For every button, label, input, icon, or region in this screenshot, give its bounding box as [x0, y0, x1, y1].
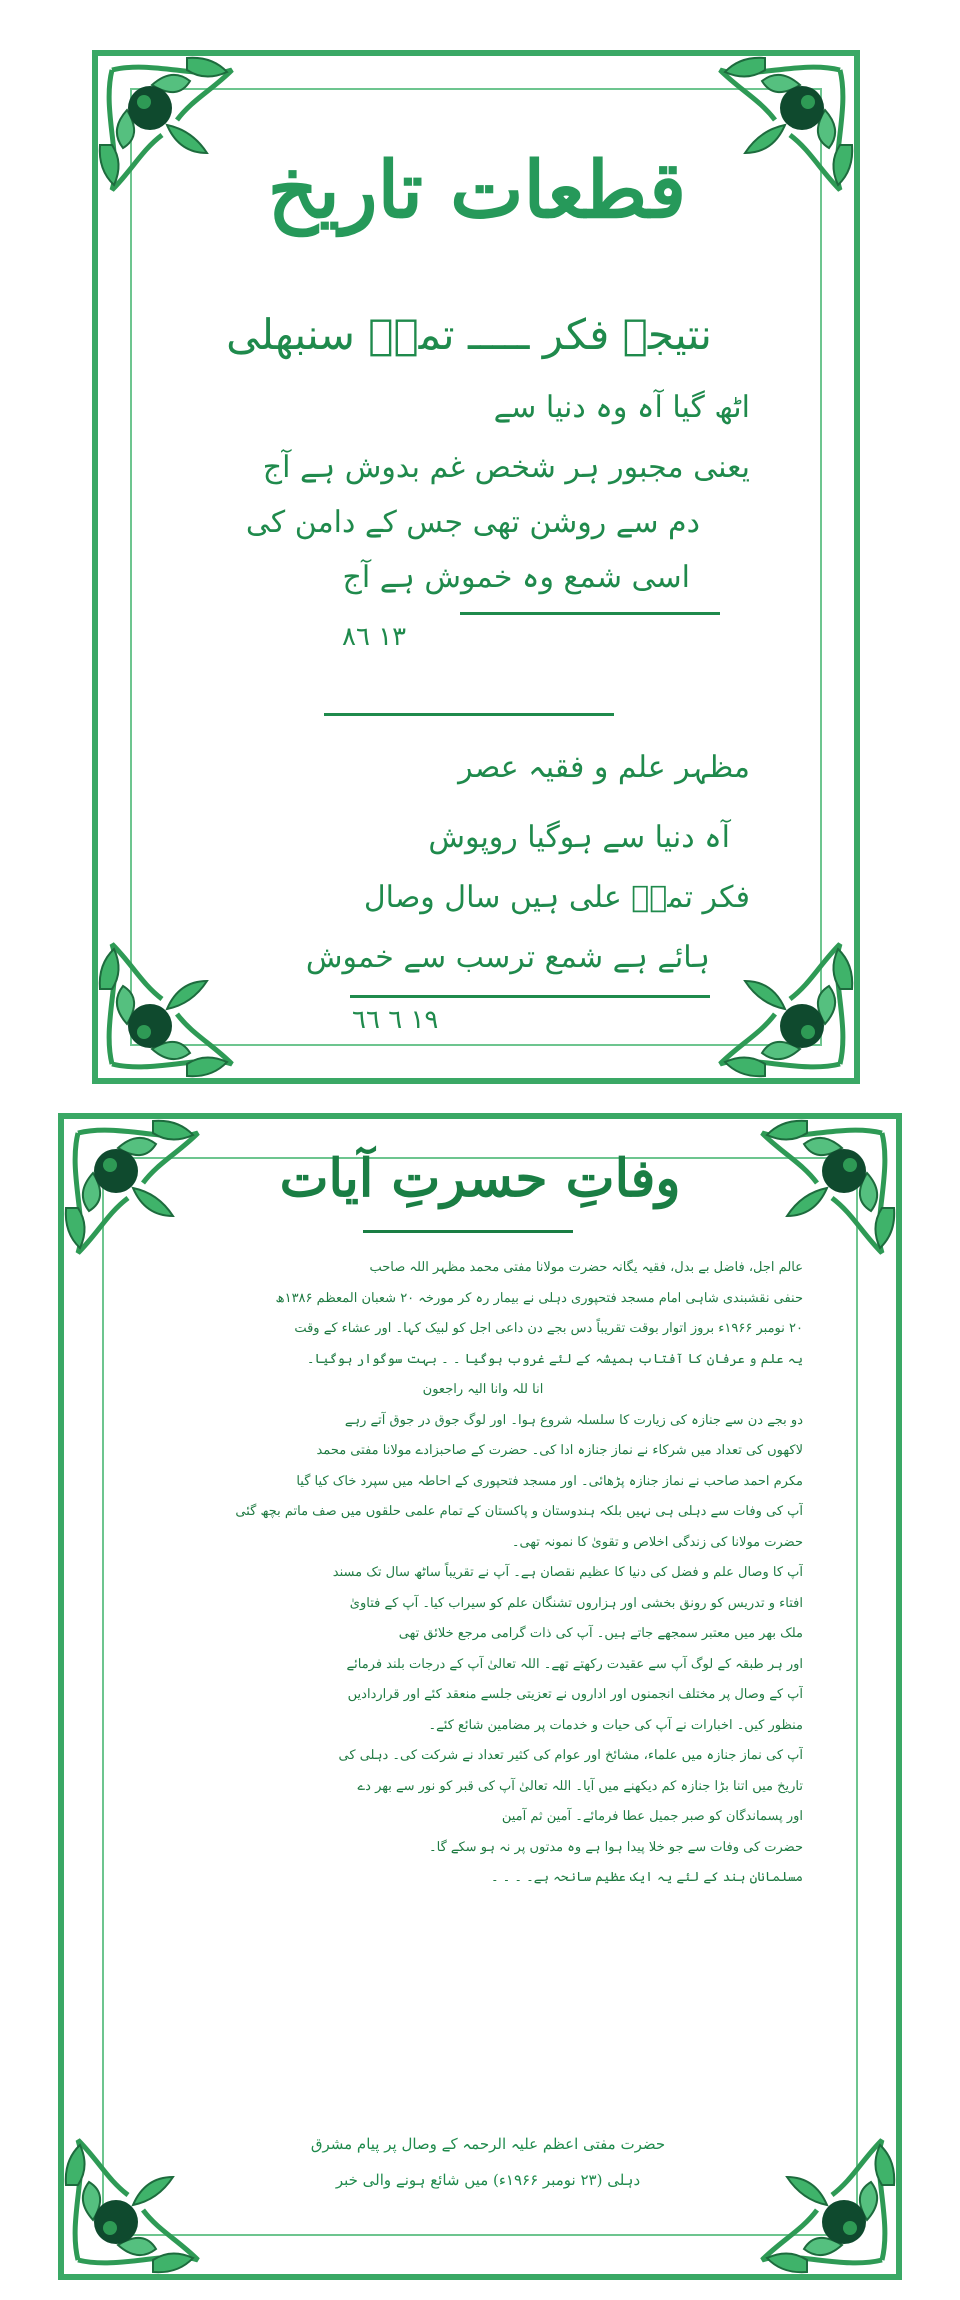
body-line: حضرت مولانا کی زندگی اخلاص و تقویٰ کا نمونہ تھی۔	[511, 1534, 803, 1550]
verse-underline	[460, 612, 720, 615]
source-note: حضرت مفتی اعظم علیہ الرحمہ کے وصال پر پیام مشرق	[310, 2135, 666, 2153]
body-line: یہ علم و عرفان کا آفتاب ہمیشہ کے لئے غروب ہوگیا ۔ ۔ بہت سوگوار ہوگیا۔	[306, 1351, 803, 1367]
verse-line: اسی شمع وہ خموش ہے آج	[342, 560, 690, 595]
verse-line: دم سے روشن تھی جس کے دامن کی	[245, 505, 700, 540]
section-divider	[324, 713, 614, 716]
body-line: مکرم احمد صاحب نے نماز جنازہ پڑھائی۔ اور مسجد فتحپوری کے احاطہ میں سپرد خاک کیا گیا	[296, 1473, 803, 1489]
verse-underline	[350, 995, 710, 998]
verse-line: فکر تمنؔ علی ہیں سال وصال	[363, 880, 750, 915]
body-line: عالم اجل، فاضل بے بدل، فقیہ یگانہ حضرت مولانا مفتی محمد مظہر اللہ صاحب	[369, 1260, 803, 1275]
body-line: آپ کی نماز جنازہ میں علماء، مشائخ اور عوام کی کثیر تعداد نے شرکت کی۔ دہلی کی	[338, 1748, 803, 1763]
body-line: دو بجے دن سے جنازہ کی زیارت کا سلسلہ شروع ہوا۔ اور لوگ جوق در جوق آتے رہے	[344, 1412, 803, 1428]
obituary-body	[163, 1253, 803, 1894]
floral-corner-icon	[58, 1113, 208, 1263]
chronogram-year: ١٣ ٨٦	[342, 622, 407, 652]
chronogram-page	[92, 50, 860, 1084]
verse-line: ہائے ہے شمع ترسب سے خموش	[305, 940, 710, 975]
body-line: اور ہر طبقہ کے لوگ آپ سے عقیدت رکھتے تھے۔ اللہ تعالیٰ آپ کے درجات بلند فرمائے	[346, 1656, 803, 1672]
floral-corner-icon	[752, 1113, 902, 1263]
floral-corner-icon	[58, 2130, 208, 2280]
body-line: افتاء و تدریس کو رونق بخشی اور ہزاروں تشنگان علم کو سیراب کیا۔ آپ کے فتاویٰ	[349, 1595, 803, 1611]
obituary-page	[58, 1113, 902, 2280]
verse-line: اٹھ گیا آہ وہ دنیا سے	[493, 390, 750, 425]
body-line: انا للہ وانا الیہ راجعون	[422, 1382, 544, 1397]
floral-corner-icon	[92, 50, 242, 200]
floral-corner-icon	[710, 50, 860, 200]
author-byline: نتیجۂ فکر ـــــ تمنؔ سنبھلی	[226, 310, 712, 359]
verse-line: مظہر علم و فقیہ عصر	[458, 750, 750, 785]
body-line: آپ کے وصال پر مختلف انجمنوں اور اداروں نے تعزیتی جلسے منعقد کئے اور قراردادیں	[347, 1687, 803, 1702]
body-line: ملک بھر میں معتبر سمجھے جاتے ہیں۔ آپ کی ذات گرامی مرجع خلائق تھی	[398, 1626, 803, 1641]
body-line: تاریخ میں اتنا بڑا جنازہ کم دیکھنے میں آیا۔ اللہ تعالیٰ آپ کی قبر کو نور سے بھر دے	[357, 1778, 803, 1794]
body-line: آپ کی وفات سے دہلی ہی نہیں بلکہ ہندوستان و پاکستان کے تمام علمی حلقوں میں صف ماتم بچھ گئی	[235, 1504, 803, 1519]
body-line: حنفی نقشبندی شاہی امام مسجد فتحپوری دہلی نے بیمار رہ کر مورخہ ۲۰ شعبان المعظم ۱۳۸۶ھ	[275, 1290, 803, 1306]
body-line: آپ کا وصال علم و فضل کی دنیا کا عظیم نقصان ہے۔ آپ نے تقریباً ساٹھ سال تک مسند	[332, 1565, 803, 1580]
verse-line: یعنی مجبور ہر شخص غم بدوش ہے آج	[262, 450, 750, 485]
body-line: ۲۰ نومبر ۱۹۶۶ء بروز اتوار بوقت تقریباً دس بجے دن داعی اجل کو لبیک کہا۔ اور عشاء کے وقت	[294, 1321, 803, 1336]
body-line: مسلمانان ہند کے لئے یہ ایک عظیم سانحہ ہے۔ ۔ ۔ ۔	[490, 1870, 803, 1885]
body-line: حضرت کی وفات سے جو خلا پیدا ہوا ہے وہ مدتوں پر نہ ہو سکے گا۔	[428, 1839, 803, 1855]
verse-line: آہ دنیا سے ہوگیا روپوش	[428, 820, 730, 855]
body-line: لاکھوں کی تعداد میں شرکاء نے نماز جنازہ ادا کی۔ حضرت کے صاحبزادے مولانا مفتی محمد	[316, 1443, 803, 1458]
floral-corner-icon	[92, 934, 242, 1084]
body-line: منظور کیں۔ اخبارات نے آپ کی حیات و خدمات پر مضامین شائع کئے۔	[428, 1717, 803, 1733]
body-line: اور پسماندگان کو صبر جمیل عطا فرمائے۔ آمین ثم آمین	[501, 1809, 803, 1824]
title-underline	[363, 1230, 573, 1233]
source-note: دہلی (۲۳ نومبر ۱۹۶۶ء) میں شائع ہونے والی خبر	[335, 2171, 641, 2189]
floral-corner-icon	[710, 934, 860, 1084]
page-title: وفاتِ حسرتِ آیات	[279, 1148, 681, 1209]
chronogram-year: ١٩ ٦ ٦٦	[352, 1005, 439, 1035]
floral-corner-icon	[752, 2130, 902, 2280]
page-title: قطعات تاریخ	[267, 145, 687, 236]
